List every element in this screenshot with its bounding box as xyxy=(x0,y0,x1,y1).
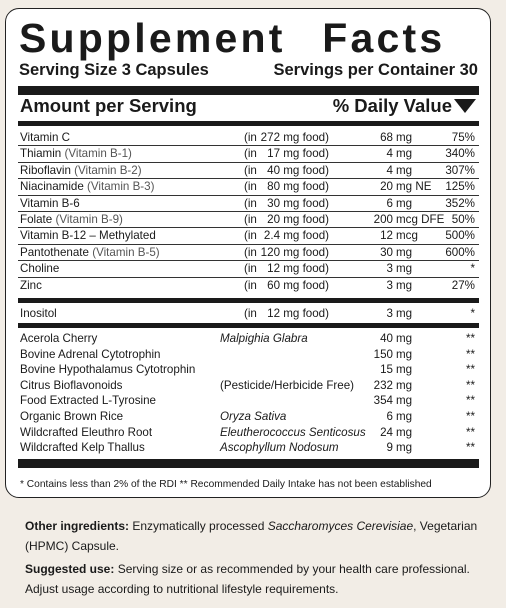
nutrient-name xyxy=(20,212,123,228)
ingredient-source: Ascophyllum Nodosum xyxy=(220,441,339,455)
nutrient-name xyxy=(20,196,80,212)
ingredient-source: Eleutherococcus Senticosus xyxy=(220,425,366,439)
nutrient-in: (in xyxy=(244,278,257,292)
ingredient-name: Bovine Adrenal Cytotrophin xyxy=(20,347,161,361)
ingredient-amount: 232 xyxy=(373,378,393,392)
nutrient-unit: mg xyxy=(396,245,413,259)
nutrient-name-text: Folate xyxy=(20,213,53,226)
nutrient-in: (in xyxy=(244,213,257,226)
nutrient-dv: 352% xyxy=(445,196,475,210)
ingredient-unit: mg xyxy=(396,394,413,408)
nutrient-in: (in xyxy=(244,262,257,276)
nutrient-amount: 3 xyxy=(386,262,393,276)
blend-row xyxy=(20,425,479,441)
ingredient-unit: mg xyxy=(396,425,413,439)
servings-per-container: Servings per Container 30 xyxy=(273,61,478,79)
triangle-down-icon xyxy=(454,99,476,113)
bottom-divider xyxy=(18,459,479,468)
nutrient-name-text: Vitamin B-12 – Methylated xyxy=(20,229,156,243)
suggested-use-label: Suggested use: xyxy=(25,562,115,576)
nutrient-row xyxy=(20,245,479,261)
ingredient-source: Malpighia Glabra xyxy=(220,332,308,345)
nutrient-food: 2.4 mg food) xyxy=(263,229,329,243)
ingredient-unit: mg xyxy=(396,410,413,423)
nutrient-amount: 4 xyxy=(386,147,393,161)
nutrient-food: 80 mg food) xyxy=(267,180,329,194)
amount-per-serving-header: Amount per Serving xyxy=(20,95,197,116)
nutrient-in: (in xyxy=(244,307,257,320)
ingredient-amount: 15 xyxy=(380,363,393,377)
nutrient-row xyxy=(20,278,479,294)
ingredient-name: Wildcrafted Kelp Thallus xyxy=(20,441,145,455)
blend-row xyxy=(20,362,479,378)
nutrient-subname: (Vitamin B-3) xyxy=(87,180,155,194)
nutrient-name-text: Zinc xyxy=(20,278,42,292)
ingredient-amount: 9 xyxy=(386,441,393,455)
ingredient-name: Food Extracted L-Tyrosine xyxy=(20,394,156,408)
nutrient-dv: 500% xyxy=(445,229,475,243)
ingredient-name: Wildcrafted Eleuthro Root xyxy=(20,425,153,439)
nutrient-subname: (Vitamin B-1) xyxy=(64,147,132,161)
nutrient-food: 120 mg food) xyxy=(260,245,329,259)
ingredient-amount: 40 xyxy=(380,332,393,345)
blend-row xyxy=(20,347,479,363)
supplement-facts-panel xyxy=(5,8,491,498)
nutrient-subname: (Vitamin B-9) xyxy=(55,213,123,226)
ingredient-dv: ** xyxy=(465,332,475,345)
ingredient-dv: ** xyxy=(465,378,475,392)
nutrient-row xyxy=(20,261,479,277)
nutrient-dv: 125% xyxy=(445,180,475,194)
nutrient-in: (in xyxy=(244,163,257,177)
nutrient-name xyxy=(20,179,154,195)
nutrient-amount: 68 xyxy=(380,131,393,144)
nutrient-food: 60 mg food) xyxy=(267,278,329,292)
blend-row xyxy=(20,393,479,409)
nutrient-row xyxy=(20,146,479,162)
ingredient-name: Bovine Hypothalamus Cytotrophin xyxy=(20,363,196,377)
nutrient-name xyxy=(20,261,59,277)
nutrient-dv: * xyxy=(470,307,475,320)
nutrient-food: 12 mg food) xyxy=(267,307,329,320)
nutrient-row xyxy=(20,196,479,212)
nutrient-unit: mg xyxy=(396,196,413,210)
nutrient-unit: mg NE xyxy=(396,180,432,194)
inositol-row xyxy=(20,306,479,322)
nutrient-amount: 200 xyxy=(373,213,393,226)
nutrient-unit: mg xyxy=(396,262,413,276)
nutrient-amount: 3 xyxy=(386,278,393,292)
nutrient-name-text: Niacinamide xyxy=(20,180,84,194)
nutrient-amount: 20 xyxy=(380,180,393,194)
blend-row xyxy=(20,409,479,425)
nutrient-dv: 340% xyxy=(445,147,475,161)
ingredient-name: Citrus Bioflavonoids xyxy=(20,378,123,392)
nutrient-row xyxy=(20,212,479,228)
ingredient-source: Oryza Sativa xyxy=(220,410,287,423)
nutrient-name xyxy=(20,278,42,294)
nutrient-amount: 30 xyxy=(380,245,393,259)
nutrient-food: 12 mg food) xyxy=(267,262,329,276)
nutrient-name xyxy=(20,146,132,162)
nutrient-name-text: Choline xyxy=(20,262,60,276)
nutrient-in: (in xyxy=(244,131,257,144)
nutrient-name-text: Riboflavin xyxy=(20,163,71,177)
nutrient-row xyxy=(20,130,479,146)
nutrient-row xyxy=(20,163,479,179)
ingredient-source: (Pesticide/Herbicide Free) xyxy=(220,378,355,392)
nutrient-subname: (Vitamin B-5) xyxy=(92,245,160,259)
panel-title: Supplement Facts xyxy=(19,15,446,61)
ingredient-unit: mg xyxy=(396,363,413,377)
daily-value-header xyxy=(333,95,476,117)
header-divider xyxy=(18,121,479,126)
nutrient-dv: 50% xyxy=(451,213,475,226)
serving-size: Serving Size 3 Capsules xyxy=(19,61,209,79)
ingredient-dv: ** xyxy=(465,394,475,408)
nutrient-in: (in xyxy=(244,196,257,210)
nutrient-row xyxy=(20,179,479,195)
nutrient-row xyxy=(20,228,479,244)
ingredient-amount: 150 xyxy=(373,347,393,361)
ingredient-unit: mg xyxy=(396,332,413,345)
ingredient-amount: 354 xyxy=(373,394,393,408)
nutrient-in: (in xyxy=(244,147,257,161)
footnote: * Contains less than 2% of the RDI ** Recommended Daily Intake has not been established xyxy=(20,479,432,490)
nutrient-name xyxy=(20,130,70,146)
nutrient-amount: 6 xyxy=(386,196,393,210)
nutrient-name-text: Vitamin C xyxy=(20,131,71,144)
nutrient-food: 20 mg food) xyxy=(267,213,329,226)
suggested-use xyxy=(25,559,495,599)
ingredient-dv: ** xyxy=(465,363,475,377)
other-ingredients-label: Other ingredients: xyxy=(25,519,130,533)
ingredient-unit: mg xyxy=(396,441,413,455)
nutrient-name-text: Pantothenate xyxy=(20,245,89,259)
nutrient-subname: (Vitamin B-2) xyxy=(74,163,142,177)
nutrient-food: 272 mg food) xyxy=(260,131,329,144)
nutrient-dv: 75% xyxy=(451,131,475,144)
nutrient-amount: 12 xyxy=(380,229,393,243)
nutrient-unit: mg xyxy=(396,131,413,144)
ingredient-dv: ** xyxy=(465,425,475,439)
nutrient-unit: mg xyxy=(396,147,413,161)
nutrient-food: 40 mg food) xyxy=(267,163,329,177)
nutrient-dv: * xyxy=(470,262,475,276)
nutrient-unit: mcg xyxy=(396,229,418,243)
ingredient-unit: mg xyxy=(396,347,413,361)
nutrient-name xyxy=(20,163,142,179)
nutrient-in: (in xyxy=(244,180,257,194)
nutrient-dv: 307% xyxy=(445,163,475,177)
daily-value-label: % Daily Value xyxy=(332,95,452,116)
nutrient-unit: mg xyxy=(396,163,413,177)
nutrient-in: (in xyxy=(244,245,257,259)
ingredient-amount: 24 xyxy=(380,425,393,439)
nutrient-in: (in xyxy=(244,229,257,243)
nutrient-name xyxy=(20,228,156,244)
nutrient-food: 30 mg food) xyxy=(267,196,329,210)
nutrient-unit: mg xyxy=(396,307,413,320)
nutrient-dv: 600% xyxy=(445,245,475,259)
ingredient-dv: ** xyxy=(465,347,475,361)
ingredient-unit: mg xyxy=(396,378,413,392)
blend-row xyxy=(20,440,479,456)
inositol-divider-bottom xyxy=(18,323,479,328)
inositol-divider-top xyxy=(18,298,479,303)
nutrient-unit: mcg DFE xyxy=(396,213,445,226)
nutrient-food: 17 mg food) xyxy=(267,147,329,161)
other-ingredients xyxy=(25,516,495,556)
ingredient-name: Organic Brown Rice xyxy=(20,410,124,423)
nutrient-name xyxy=(20,245,160,261)
blend-row xyxy=(20,331,479,347)
ingredient-amount: 6 xyxy=(386,410,393,423)
nutrient-name: Inositol xyxy=(20,307,57,320)
nutrient-unit: mg xyxy=(396,278,413,292)
other-ingredients-text-before: Enzymatically processed xyxy=(129,519,268,533)
other-ingredients-text-after: , Vegetarian (HPMC) Capsule. xyxy=(25,519,478,553)
nutrient-dv: 27% xyxy=(451,278,475,292)
nutrient-name-text: Vitamin B-6 xyxy=(20,196,80,210)
blend-row xyxy=(20,378,479,394)
nutrient-name-text: Thiamin xyxy=(20,147,62,161)
thick-divider xyxy=(18,86,479,95)
ingredient-name: Acerola Cherry xyxy=(20,332,98,345)
nutrient-amount: 4 xyxy=(386,163,393,177)
suggested-use-text: Serving size or as recommended by your health care professional. Adjust usage according to nutritional lifestyle requirements. xyxy=(25,562,470,596)
ingredient-dv: ** xyxy=(465,441,475,455)
ingredient-dv: ** xyxy=(465,410,475,423)
nutrient-amount: 3 xyxy=(386,307,393,320)
other-ingredients-italic: Saccharomyces Cerevisiae xyxy=(267,519,414,533)
